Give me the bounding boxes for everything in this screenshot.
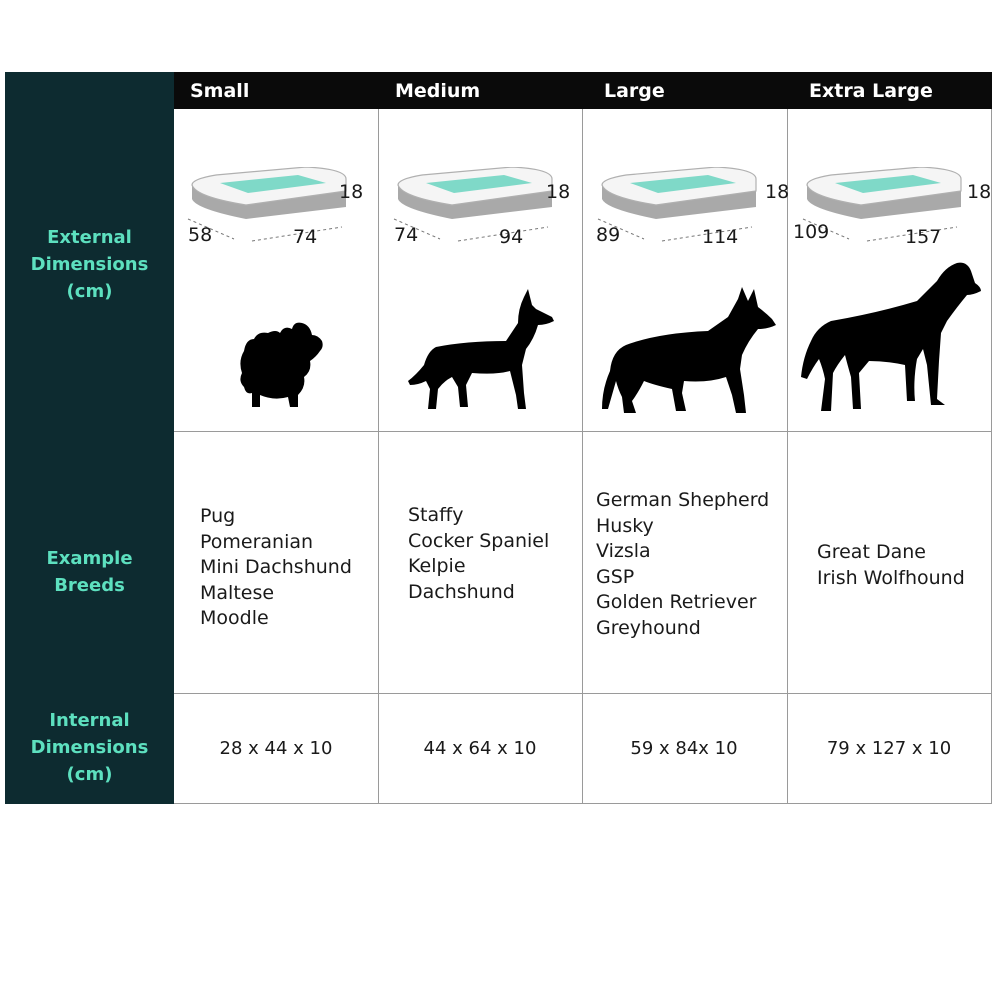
great-dane-icon: [797, 261, 983, 417]
medium-breeds-list: [408, 503, 549, 605]
example-breeds-label: Example Breeds: [46, 548, 133, 596]
medium-external-cell: [378, 109, 582, 431]
size-extra-large-title: Extra Large: [809, 80, 933, 102]
breed-item: German Shepherd: [596, 489, 770, 511]
breed-item: Great Dane: [817, 541, 926, 563]
breed-item: Dachshund: [408, 580, 515, 603]
breed-item: Vizsla: [596, 540, 651, 563]
large-breeds-list: [596, 488, 769, 642]
breed-item: Husky: [596, 514, 654, 537]
kelpie-icon: [406, 289, 556, 413]
size-header-bar: [174, 72, 992, 109]
bed-length-value: 114: [702, 226, 739, 248]
bed-height-value: 18: [967, 181, 992, 203]
breed-item: Pug: [200, 505, 236, 527]
large-external-cell: [582, 109, 790, 431]
bed-width-value: 109: [793, 221, 830, 243]
breed-item: Mini Dachshund: [200, 556, 352, 579]
table-right-border: [991, 109, 992, 804]
extra-large-breeds-list: [817, 540, 965, 591]
breed-item: Kelpie: [408, 555, 466, 578]
breed-item: Golden Retriever: [596, 591, 757, 614]
bed-width-value: 89: [596, 224, 621, 246]
size-guide-table: [5, 72, 992, 804]
breed-item: Staffy: [408, 504, 464, 526]
bed-length-value: 94: [499, 226, 524, 248]
breed-item: GSP: [596, 565, 635, 588]
bed-width-value: 58: [188, 224, 213, 246]
breed-item: Cocker Spaniel: [408, 529, 550, 552]
breed-item: Moodle: [200, 607, 269, 630]
bed-length-value: 74: [293, 226, 318, 248]
small-internal-dimensions: 28 x 44 x 10: [219, 738, 333, 759]
breed-item: Greyhound: [596, 616, 701, 639]
size-large-title: Large: [604, 80, 665, 102]
medium-internal-dimensions: 44 x 64 x 10: [423, 738, 537, 759]
extra-large-internal-dimensions: 79 x 127 x 10: [826, 738, 952, 759]
external-dimensions-label: External Dimensions (cm): [30, 227, 149, 302]
breed-item: Irish Wolfhound: [817, 566, 965, 589]
bed-height-value: 18: [546, 181, 571, 203]
internal-dimensions-label: Internal Dimensions (cm): [30, 710, 149, 785]
small-external-cell: [174, 109, 378, 431]
breed-item: Pomeranian: [200, 530, 314, 553]
size-medium-title: Medium: [395, 80, 481, 102]
row-divider: [174, 431, 992, 432]
row-labels-sidebar: [5, 72, 174, 804]
bed-width-value: 74: [394, 224, 419, 246]
breed-item: Maltese: [200, 581, 275, 604]
small-breeds-list: [200, 504, 352, 632]
size-small-title: Small: [190, 80, 250, 102]
bed-length-value: 157: [905, 226, 942, 248]
bed-height-value: 18: [765, 181, 790, 203]
extra-large-external-cell: [787, 109, 991, 431]
large-internal-dimensions: 59 x 84x 10: [630, 738, 738, 759]
pomeranian-icon: [234, 321, 326, 409]
german-shepherd-icon: [598, 285, 780, 417]
bed-height-value: 18: [339, 181, 364, 203]
